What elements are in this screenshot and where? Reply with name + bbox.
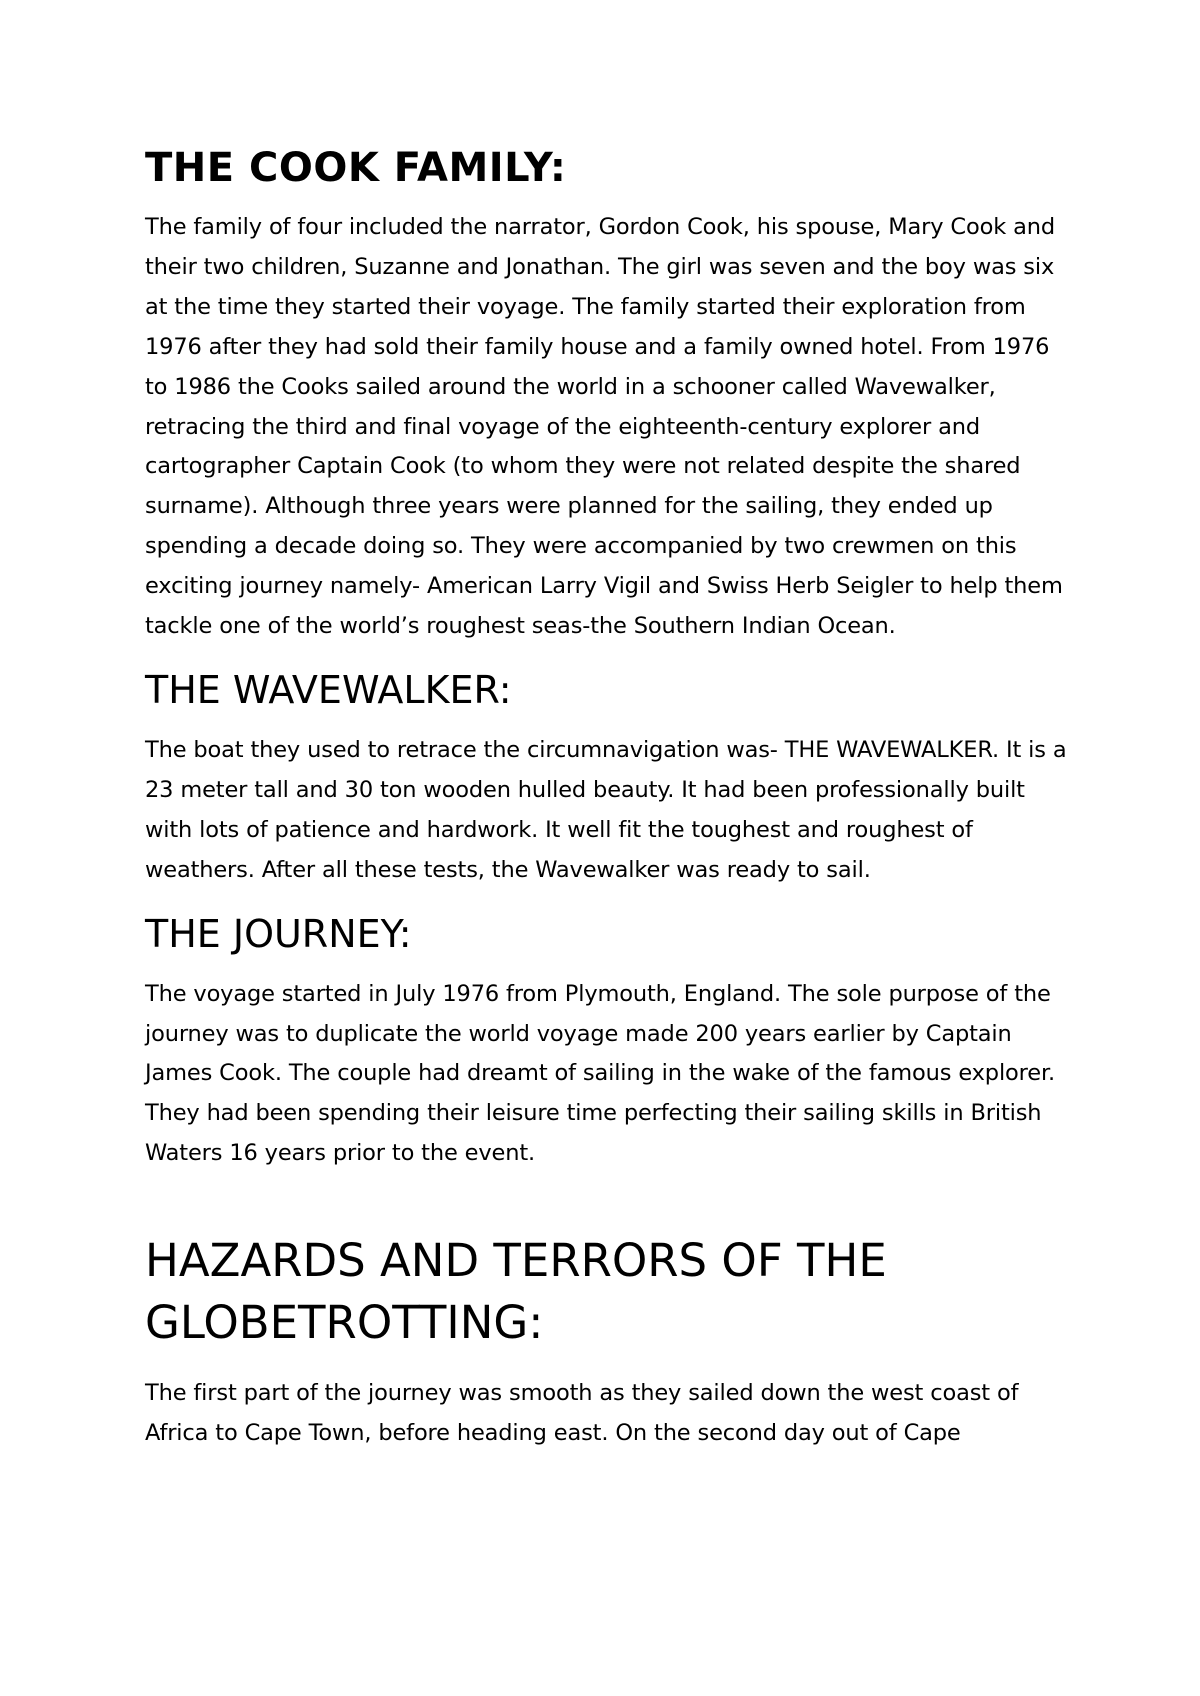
section-body-journey: The voyage started in July 1976 from Plymouth, England. The sole purpose of the journey was to duplicate the world voyage made 200 years earlier by Captain James Cook. The couple had dreamt of sailing in the wake of the famous explorer. They had been spending their leisure time perfecting their sailing skills in British Waters 16 years prior to the event. [145,980,1055,1167]
section-heading-journey: THE JOURNEY: [145,911,412,956]
document-content [145,138,1075,1470]
section-body-hazards: The first part of the journey was smooth as they sailed down the west coast of Africa to Cape Town, before heading east. On the second day out of Cape [145,1380,1019,1447]
section-heading-wavewalker: THE WAVEWALKER: [145,667,512,712]
section-heading-hazards: HAZARDS AND TERRORS OF THE GLOBETROTTING: [145,1234,887,1350]
section-spacer [145,1190,1075,1230]
section-body-cook-family: The family of four included the narrator, Gordon Cook, his spouse, Mary Cook and their two children, Suzanne and Jonathan. The girl was seven and the boy was six at the time they started their voyage. The family started their exploration from 1976 after they had sold their family house and a family owned hotel. From 1976 to 1986 the Cooks sailed around the world in a schooner called Wavewalker, retracing the third and final voyage of the eighteenth-century explorer and cartographer Captain Cook (to whom they were not related despite the shared surname). Although three years were planned for the sailing, they ended up spending a decade doing so. They were accompanied by two crewmen on this exciting journey namely- American Larry Vigil and Swiss Herb Seigler to help them tackle one of the world’s roughest seas-the Southern Indian Ocean. [145,214,1063,640]
section-heading-cook-family: THE COOK FAMILY: [145,145,567,191]
section-body-wavewalker: The boat they used to retrace the circumnavigation was- THE WAVEWALKER. It is a 23 meter tall and 30 ton wooden hulled beauty. It had been professionally built with lots of patience and hardwork. It well fit the toughest and roughest of weathers. After all these tests, the Wavewalker was ready to sail. [145,736,1067,883]
